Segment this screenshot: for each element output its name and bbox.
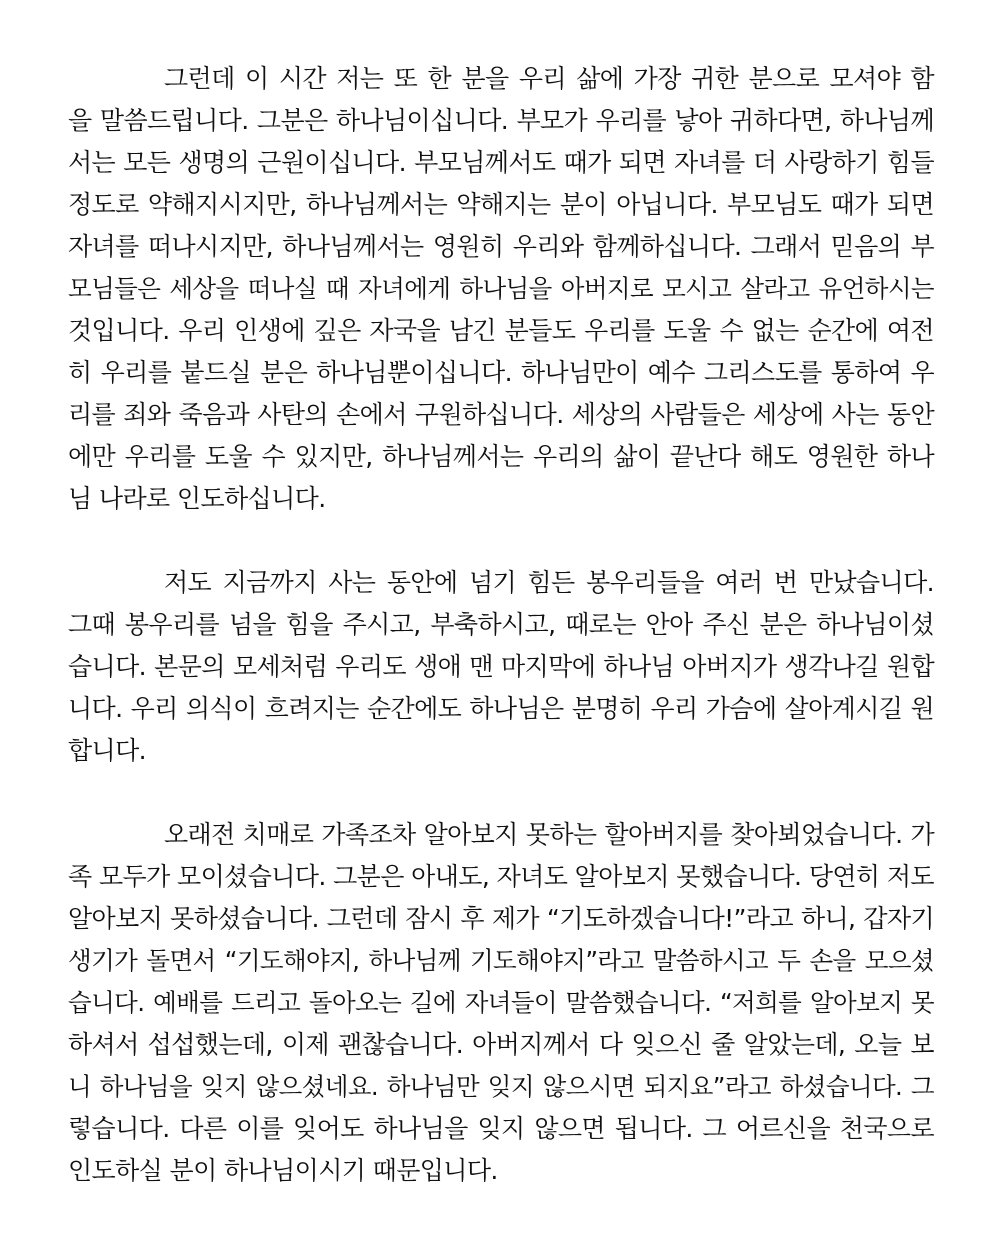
text-line: 족 모두가 모이셨습니다. 그분은 아내도, 자녀도 알아보지 못했습니다. 당연히 저도 — [68, 862, 934, 891]
paragraph-gap — [68, 520, 934, 562]
text-line: 서는 모든 생명의 근원이십니다. 부모님께서도 때가 되면 자녀를 더 사랑하기 힘들 — [68, 148, 934, 177]
text-line: 모님들은 세상을 떠나실 때 자녀에게 하나님을 아버지로 모시고 살라고 유언하시는 — [68, 274, 934, 303]
text-line: 히 우리를 붙드실 분은 하나님뿐이십니다. 하나님만이 예수 그리스도를 통하여 우 — [68, 358, 934, 387]
paragraph-1 — [68, 58, 934, 520]
text-line: 저도 지금까지 사는 동안에 넘기 힘든 봉우리들을 여러 번 만났습니다. — [164, 568, 934, 597]
text-line: 니다. 우리 의식이 흐려지는 순간에도 하나님은 분명히 우리 가슴에 살아계시길 원 — [68, 694, 934, 723]
text-line: 습니다. 본문의 모세처럼 우리도 생애 맨 마지막에 하나님 아버지가 생각나길 원합 — [68, 652, 934, 681]
paragraph-3 — [68, 814, 934, 1192]
document-page — [68, 58, 934, 1192]
paragraph-2 — [68, 562, 934, 772]
text-line: 그런데 이 시간 저는 또 한 분을 우리 삶에 가장 귀한 분으로 모셔야 함 — [164, 64, 934, 93]
paragraph-gap — [68, 772, 934, 814]
text-line: 합니다. — [68, 736, 146, 765]
text-line: 습니다. 예배를 드리고 돌아오는 길에 자녀들이 말씀했습니다. “저희를 알아보지 못 — [68, 988, 934, 1017]
text-line: 생기가 돌면서 “기도해야지, 하나님께 기도해야지”라고 말씀하시고 두 손을 모으셨 — [68, 946, 934, 975]
text-line: 니 하나님을 잊지 않으셨네요. 하나님만 잊지 않으시면 되지요”라고 하셨습니다. 그 — [68, 1072, 934, 1101]
text-line: 하셔서 섭섭했는데, 이제 괜찮습니다. 아버지께서 다 잊으신 줄 알았는데, 오늘 보 — [68, 1030, 934, 1059]
text-line: 렇습니다. 다른 이를 잊어도 하나님을 잊지 않으면 됩니다. 그 어르신을 천국으로 — [68, 1114, 934, 1143]
text-line: 을 말씀드립니다. 그분은 하나님이십니다. 부모가 우리를 낳아 귀하다면, 하나님께 — [68, 106, 934, 135]
text-line: 오래전 치매로 가족조차 알아보지 못하는 할아버지를 찾아뵈었습니다. 가 — [164, 820, 934, 849]
text-line: 리를 죄와 죽음과 사탄의 손에서 구원하십니다. 세상의 사람들은 세상에 사는 동안 — [68, 400, 934, 429]
text-line: 님 나라로 인도하십니다. — [68, 484, 326, 513]
text-line: 그때 봉우리를 넘을 힘을 주시고, 부축하시고, 때로는 안아 주신 분은 하나님이셨 — [68, 610, 934, 639]
text-line: 자녀를 떠나시지만, 하나님께서는 영원히 우리와 함께하십니다. 그래서 믿음의 부 — [68, 232, 934, 261]
text-line: 정도로 약해지시지만, 하나님께서는 약해지는 분이 아닙니다. 부모님도 때가 되면 — [68, 190, 934, 219]
text-line: 인도하실 분이 하나님이시기 때문입니다. — [68, 1156, 498, 1185]
text-line: 알아보지 못하셨습니다. 그런데 잠시 후 제가 “기도하겠습니다!”라고 하니, 갑자기 — [68, 904, 934, 933]
text-line: 것입니다. 우리 인생에 깊은 자국을 남긴 분들도 우리를 도울 수 없는 순간에 여전 — [68, 316, 934, 345]
text-line: 에만 우리를 도울 수 있지만, 하나님께서는 우리의 삶이 끝난다 해도 영원한 하나 — [68, 442, 934, 471]
